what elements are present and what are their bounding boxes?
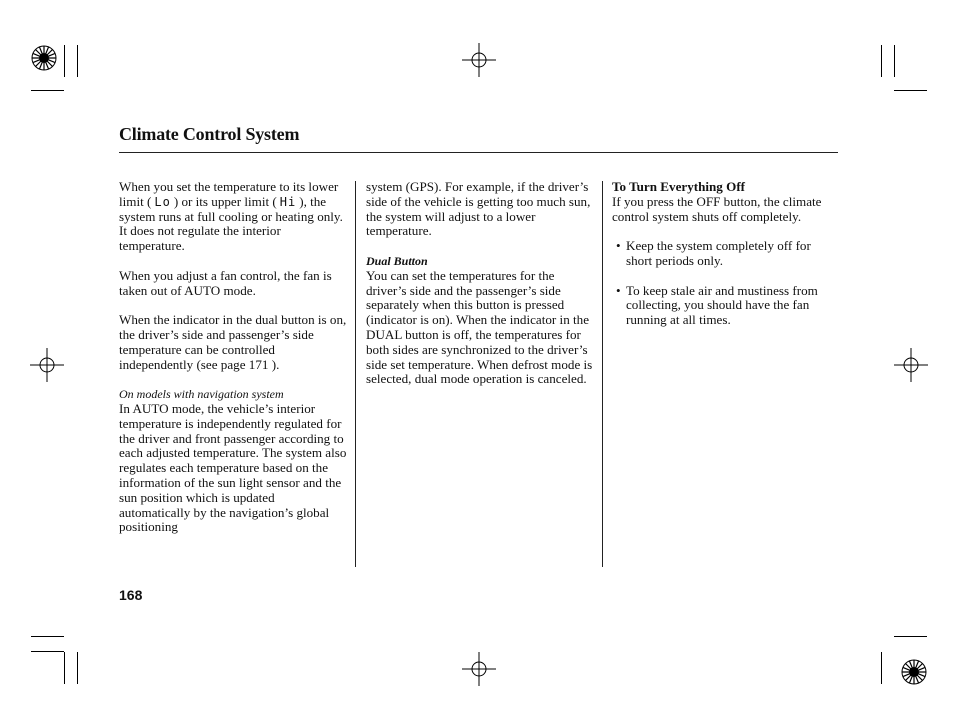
turn-everything-off-heading: To Turn Everything Off — [612, 179, 746, 194]
dual-button-heading: Dual Button — [366, 253, 428, 268]
crop-mark — [77, 652, 78, 684]
crop-mark — [31, 651, 64, 652]
lo-display-glyph: Lo — [154, 194, 171, 209]
dual-button-paragraph: You can set the temperatures for the driver’s side and the passenger’s side separately when this button is pressed (indicator is on). When the indicator in the DUAL button is off, the temperatures for both sides are synchronized to the driver’s side set temperature. When defrost mode is selected, dual mode operation is canceled. — [366, 267, 593, 387]
registration-sunburst-icon — [30, 44, 58, 72]
crop-mark — [894, 45, 895, 77]
page-number: 168 — [119, 587, 143, 603]
hi-display-glyph: Hi — [279, 194, 297, 209]
crop-mark — [31, 90, 64, 91]
gps-paragraph: system (GPS). For example, if the driver’s side of the vehicle is getting too much sun, the system will adjust to a lower temperature. — [366, 179, 591, 239]
crop-mark — [64, 45, 65, 77]
bullet-icon: • — [616, 238, 621, 254]
bullet-icon: • — [616, 282, 621, 298]
registration-crosshair-icon — [462, 43, 496, 77]
fan-control-paragraph: When you adjust a fan control, the fan is taken out of AUTO mode. — [119, 267, 332, 298]
registration-crosshair-icon — [894, 348, 928, 382]
auto-mode-paragraph: In AUTO mode, the vehicle’s interior temperature is independently regulated for the driver and front passenger according to each adjusted temperature. The system also regulates each temperature based on the information of the sun light sensor and the sun position which is updated automatically by the navigation’s global positioning — [119, 400, 347, 535]
crop-mark — [894, 636, 927, 637]
registration-crosshair-icon — [462, 652, 496, 686]
navigation-models-label: On models with navigation system — [119, 387, 284, 402]
registration-sunburst-icon — [900, 658, 928, 686]
registration-crosshair-icon — [30, 348, 64, 382]
crop-mark — [881, 652, 882, 684]
temperature-limit-paragraph: When you set the temperature to its lower limit ( Lo ) or its upper limit ( Hi ), the system runs at full cooling or heating only. It does not regulate the interior temperature. — [119, 179, 343, 254]
column-middle — [366, 180, 596, 402]
crop-mark — [894, 90, 927, 91]
column-right — [612, 180, 838, 343]
off-button-paragraph: If you press the OFF button, the climate control system shuts off completely. — [612, 193, 822, 224]
column-divider — [602, 181, 603, 567]
column-left — [119, 180, 349, 550]
list-item: • Keep the system completely off for short periods only. — [616, 238, 811, 268]
column-divider — [355, 181, 356, 567]
crop-mark — [31, 636, 64, 637]
title-rule — [119, 152, 838, 153]
page-title: Climate Control System — [119, 124, 300, 144]
crop-mark — [64, 652, 65, 684]
crop-mark — [881, 45, 882, 77]
list-item: • To keep stale air and mustiness from collecting, you should have the fan running at all times. — [616, 282, 818, 328]
crop-mark — [77, 45, 78, 77]
dual-indicator-paragraph: When the indicator in the dual button is on, the driver’s side and passenger’s side temperature can be controlled independently (see page 171 ). — [119, 312, 347, 372]
